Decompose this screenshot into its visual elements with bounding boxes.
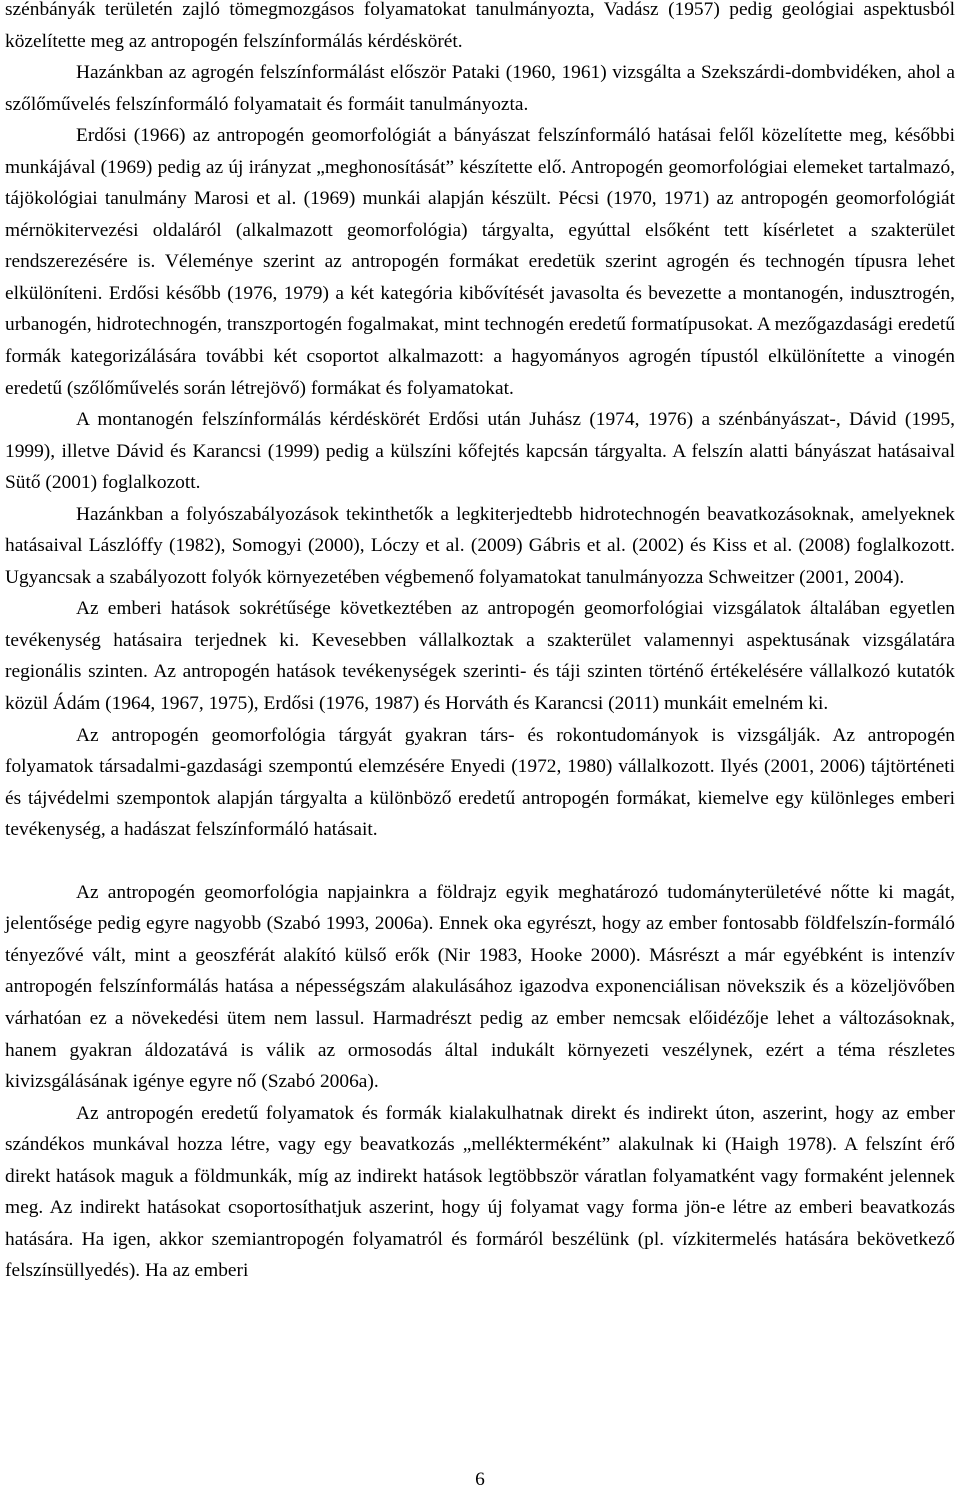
paragraph-1: szénbányák területén zajló tömegmozgásos folyamatokat tanulmányozta, Vadász (1957) pedig geológiai aspektusból közelítette meg az antropogén felszínformálás kérdéskörét. [5, 0, 955, 52]
paragraph-2: Hazánkban az agrogén felszínformálást először Pataki (1960, 1961) vizsgálta a Szekszárdi-dombvidéken, ahol a szőlőművelés felszínformáló folyamatait és formáit tanulmányozta. [5, 62, 955, 115]
paragraph-6: Az emberi hatások sokrétűsége következtében az antropogén geomorfológiai vizsgálatok általában egyetlen tevékenység hatásaira terjednek ki. Kevesebben vállalkoztak a szakterület valamennyi aspektusának vizsgálatára regionális szinten. Az antropogén hatások tevékenységek szerinti- és táji szinten történő értékelésére vállalkozó kutatók közül Ádám (1964, 1967, 1975), Erdősi (1976, 1987) és Horváth és Karancsi (2011) munkáit emelném ki. [5, 598, 955, 715]
paragraph-gap [5, 846, 955, 877]
page-number: 6 [475, 1469, 485, 1490]
paragraph-8: Az antropogén geomorfológia napjainkra a földrajz egyik meghatározó tudományterületévé nőtte ki magát, jelentősége pedig egyre nagyobb (Szabó 1993, 2006a). Ennek oka egyrészt, hogy az ember fontosabb földfelszín-formáló tényezővé vált, mint a geoszférát alakító külső erők (Nir 1983, Hooke 2000). Másrészt a már egyébként is intenzív antropogén felszínformálás hatása a népességszám alakulásához igazodva exponenciálisan növekszik és a közeljövőben várhatóan ez a növekedési ütem nem lassul. Harmadrészt pedig az ember nemcsak előidézője lehet a változásoknak, hanem gyakran áldozatává is válik az ormosodás által indukált környezeti veszélynek, ezért a téma részletes kivizsgálásának igénye egyre nő (Szabó 2006a). [5, 881, 955, 1093]
paragraph-4: A montanogén felszínformálás kérdéskörét Erdősi után Juhász (1974, 1976) a szénbányászat-, Dávid (1995, 1999), illetve Dávid és Karancsi (1999) pedig a külszíni kőfejtés kapcsán tárgyalta. A felszín alatti bányászat hatásaival Sütő (2001) foglalkozott. [5, 409, 955, 494]
document-page [5, 0, 955, 1509]
paragraph-5: Hazánkban a folyószabályozások tekinthetők a legkiterjedtebb hidrotechnogén beavatkozásoknak, amelyeknek hatásaival Lászlóffy (1982), Somogyi (2000), Lóczy et al. (2009) Gábris et al. (2002) és Kiss et al. (2008) foglalkozott. Ugyancsak a szabályozott folyók környezetében végbemenő folyamatokat tanulmányozza Schweitzer (2001, 2004). [5, 503, 955, 588]
paragraph-9: Az antropogén eredetű folyamatok és formák kialakulhatnak direkt és indirekt úton, aszerint, hogy az ember szándékos munkával hozza létre, vagy egy beavatkozás „mellékterméként” alakulnak ki (Haigh 1978). A felszínt érő direkt hatások maguk a földmunkák, míg az indirekt hatások legtöbbször váratlan folyamatként vagy formaként jelennek meg. Az indirekt hatásokat csoportosíthatjuk aszerint, hogy új folyamat vagy forma jön-e létre az emberi beavatkozás hatására. Ha igen, akkor szemiantropogén folyamatról és formáról beszélünk (pl. vízkitermelés hatására bekövetkező felszínsüllyedés). Ha az emberi [5, 1102, 955, 1282]
paragraph-7: Az antropogén geomorfológia tárgyát gyakran társ- és rokontudományok is vizsgálják. Az antropogén folyamatok társadalmi-gazdasági szempontú elemzésére Enyedi (1972, 1980) vállalkozott. Ilyés (2001, 2006) tájtörténeti és tájvédelmi szempontok alapján tárgyalta a különböző eredetű antropogén formákat, kiemelve egy különleges emberi tevékenység, a hadászat felszínformáló hatásait. [5, 724, 955, 841]
paragraph-3: Erdősi (1966) az antropogén geomorfológiát a bányászat felszínformáló hatásai felől közelítette meg, későbbi munkájával (1969) pedig az új irányzat „meghonosítását” készítette elő. Antropogén geomorfológiai elemeket tartalmazó, tájökológiai tanulmány Marosi et al. (1969) munkái alapján készült. Pécsi (1970, 1971) az antropogén geomorfológiát mérnökitervezési oldaláról (alkalmazott geomorfológia) tárgyalta, egyúttal elsőként tett kísérletet a szakterület rendszerezésére is. Véleménye szerint az antropogén formákat eredetük szerint agrogén és technogén típusra lehet elkülöníteni. Erdősi később (1976, 1979) a két kategória kibővítését javasolta és bevezette a montanogén, indusztrogén, urbanogén, hidrotechnogén, transzportogén fogalmakat, mint technogén eredetű formatípusokat. A mezőgazdasági eredetű formák kategorizálására további két csoportot alkalmazott: a hagyományos agrogén típustól elkülönítette a vinogén eredetű (szőlőművelés során létrejövő) formákat és folyamatokat. [5, 125, 955, 399]
